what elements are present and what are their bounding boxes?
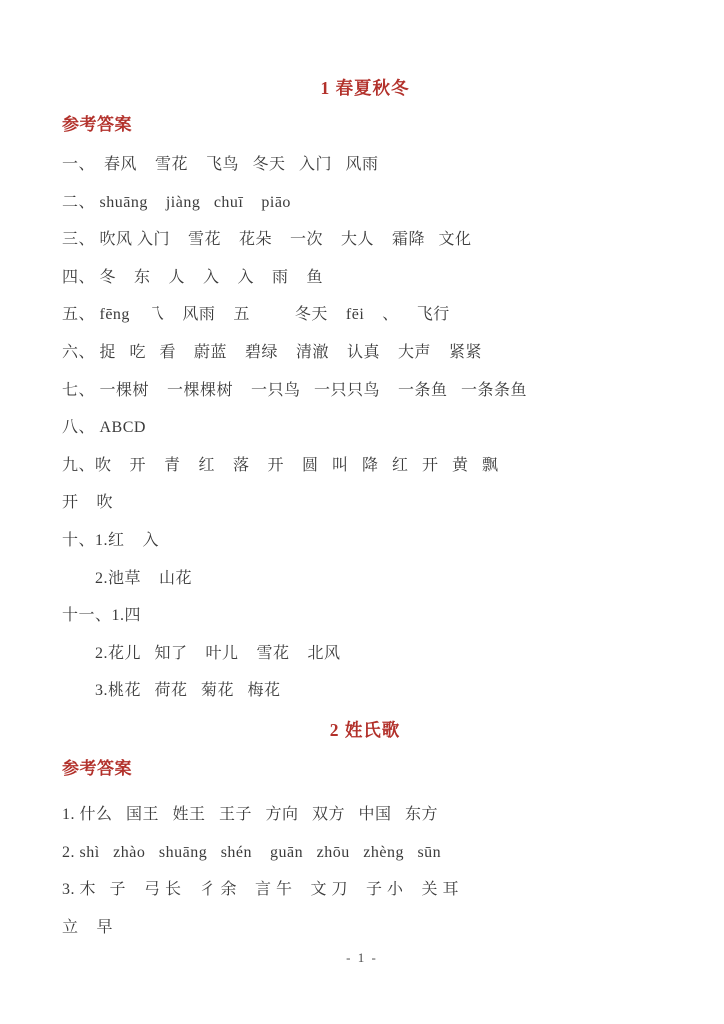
answer-line: 五、 fēng 乁 风雨 五 冬天 fēi 、 飞行: [62, 306, 450, 324]
answer-line: 十一、1.四: [62, 607, 142, 625]
answer-line: 1. 什么 国王 姓王 王子 方向 双方 中国 东方: [62, 805, 439, 823]
answer-line: 二、 shuāng jiàng chuī piāo: [62, 193, 291, 211]
page-number: - 1 -: [346, 950, 378, 965]
answer-line: 一、 春风 雪花 飞鸟 冬天 入门 风雨: [62, 156, 379, 173]
answer-line-continuation: 开 吹: [62, 494, 114, 512]
answer-line-continuation: 立 早: [62, 918, 114, 936]
answer-line: 六、 捉 吃 看 蔚蓝 碧绿 清澈 认真 大声 紧紧: [62, 343, 483, 361]
answer-line: 九、吹 开 青 红 落 开 圆 叫 降 红 开 黄 飘: [62, 456, 499, 474]
answer-line: 七、 一棵树 一棵棵树 一只鸟 一只只鸟 一条鱼 一条条鱼: [62, 381, 528, 399]
answer-line: 3. 木 子 弓 长 彳 余 言 午 文 刀 子 小 关 耳: [62, 881, 460, 899]
answer-subline: 3.桃花 荷花 菊花 梅花: [95, 682, 281, 700]
answer-line: 八、 ABCD: [62, 419, 146, 437]
lesson-1-title: 1 春夏秋冬: [320, 78, 410, 98]
answer-line: 四、 冬 东 人 入 入 雨 鱼: [62, 268, 324, 286]
answer-line: 十、1.红 入: [62, 531, 160, 549]
answer-subline: 2.池草 山花: [95, 569, 193, 587]
answer-subline: 2.花儿 知了 叶儿 雪花 北风: [95, 644, 341, 662]
answer-line: 三、 吹风 入门 雪花 花朵 一次 大人 霜降 文化: [62, 231, 472, 249]
answers-heading-2: 参考答案: [62, 758, 132, 778]
answers-heading-1: 参考答案: [62, 115, 132, 134]
lesson-2-title: 2 姓氏歌: [329, 719, 401, 740]
answer-line: 2. shì zhào shuāng shén guān zhōu zhèng sūn: [62, 843, 442, 861]
